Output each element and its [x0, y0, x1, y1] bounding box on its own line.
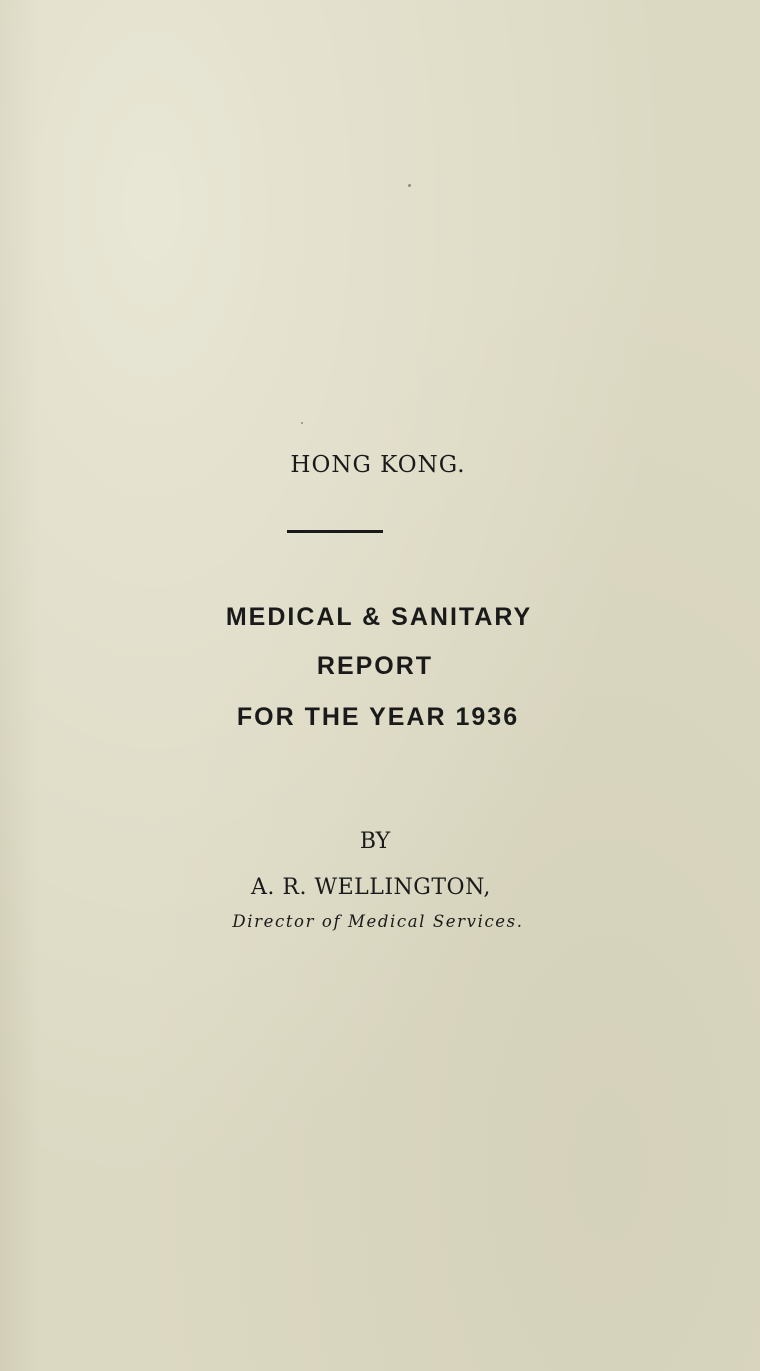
report-title-line-3: FOR THE YEAR 1936: [236, 703, 520, 731]
paper-speck: [408, 184, 411, 187]
report-title-line-1: MEDICAL & SANITARY: [225, 603, 533, 631]
paper-speck: [301, 422, 303, 424]
title-divider-rule: [287, 530, 383, 533]
author-position: Director of Medical Services.: [232, 912, 524, 931]
place-heading: HONG KONG.: [290, 452, 466, 478]
by-label: BY: [359, 829, 391, 854]
report-title-line-2: REPORT: [316, 652, 434, 680]
author-name: A. R. WELLINGTON,: [251, 875, 491, 900]
